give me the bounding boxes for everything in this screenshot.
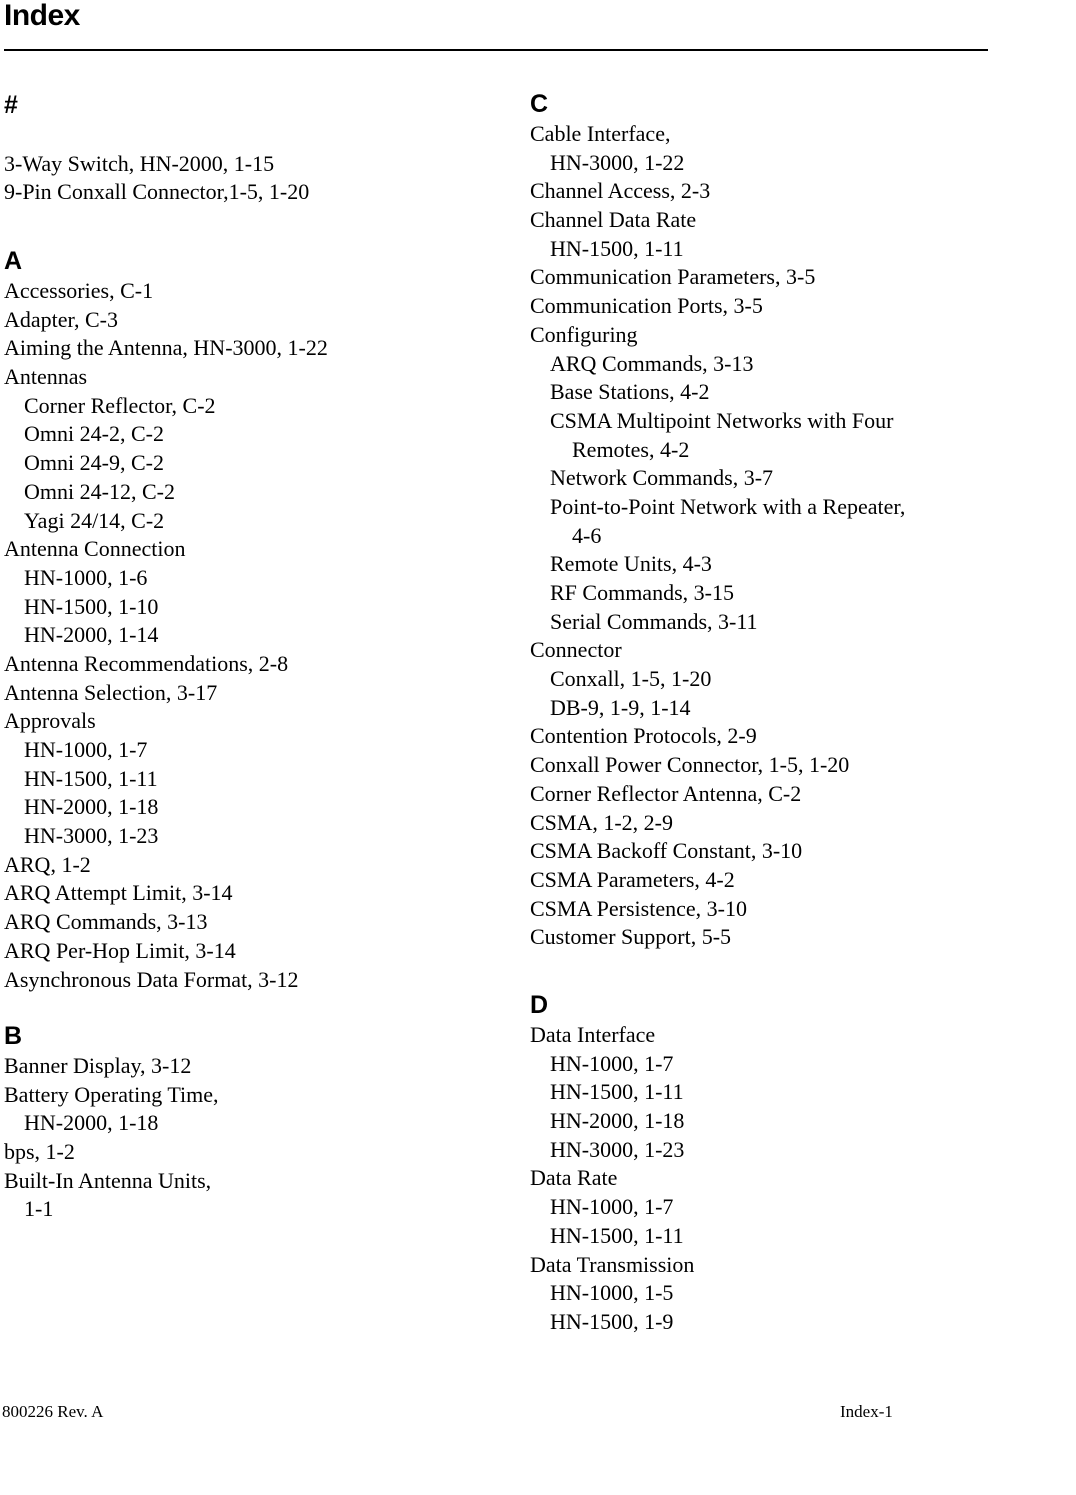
footer-doc-number: 800226 Rev. A xyxy=(2,1402,104,1421)
index-entry: 3-Way Switch, HN-2000, 1-15 xyxy=(4,150,275,176)
entry-list xyxy=(4,121,494,207)
index-entry: ARQ, 1-2 xyxy=(4,851,91,877)
index-entry: ARQ Commands, 3-13 xyxy=(4,909,208,935)
section-heading: B xyxy=(4,1022,23,1050)
index-subentry: HN-2000, 1-18 xyxy=(550,1108,685,1134)
index-entry: ARQ Per-Hop Limit, 3-14 xyxy=(4,937,236,963)
index-entry: Communication Ports, 3-5 xyxy=(530,293,763,319)
index-subentry: HN-2000, 1-14 xyxy=(24,622,159,648)
index-subentry: Serial Commands, 3-11 xyxy=(550,608,758,634)
index-entry: CSMA, 1-2, 2-9 xyxy=(530,809,674,835)
index-subentry: Yagi 24/14, C-2 xyxy=(24,507,165,533)
index-entry: Built-In Antenna Units, xyxy=(4,1167,212,1193)
index-subentry: Corner Reflector, C-2 xyxy=(24,392,216,418)
index-entry: CSMA Backoff Constant, 3-10 xyxy=(530,838,803,864)
index-subentry: Conxall, 1-5, 1-20 xyxy=(550,666,712,692)
index-entry: Antenna Selection, 3-17 xyxy=(4,679,218,705)
index-subentry: HN-1000, 1-7 xyxy=(550,1194,674,1220)
index-entry: CSMA Persistence, 3-10 xyxy=(530,895,747,921)
index-entry: Corner Reflector Antenna, C-2 xyxy=(530,780,802,806)
index-entry: ARQ Attempt Limit, 3-14 xyxy=(4,880,233,906)
index-subentry: Network Commands, 3-7 xyxy=(550,465,774,491)
index-subentry: 4-6 xyxy=(572,522,602,548)
entry-list xyxy=(4,277,494,994)
index-entry: Data Rate xyxy=(530,1165,618,1191)
index-entry: Connector xyxy=(530,637,622,663)
entry-list xyxy=(530,120,1020,952)
section-hash xyxy=(4,89,494,207)
index-entry: Communication Parameters, 3-5 xyxy=(530,264,816,290)
index-subentry: HN-2000, 1-18 xyxy=(24,1110,159,1136)
section-heading: D xyxy=(530,991,549,1019)
page-title: Index xyxy=(4,0,80,32)
index-subentry: HN-1500, 1-11 xyxy=(550,235,684,261)
index-subentry: Point-to-Point Network with a Repeater, xyxy=(550,493,906,519)
index-entry: Antenna Connection xyxy=(4,536,186,562)
index-entry: Accessories, C-1 xyxy=(4,278,154,303)
index-subentry: HN-3000, 1-23 xyxy=(550,1136,685,1162)
index-entry: Customer Support, 5-5 xyxy=(530,924,732,950)
index-entry: Battery Operating Time, xyxy=(4,1081,219,1107)
index-subentry: HN-1000, 1-7 xyxy=(550,1050,674,1076)
title-divider xyxy=(4,49,988,51)
index-subentry: HN-2000, 1-18 xyxy=(24,794,159,820)
index-entry: Configuring xyxy=(530,321,638,347)
index-subentry: Remote Units, 4-3 xyxy=(550,551,712,577)
index-subentry: HN-3000, 1-23 xyxy=(24,823,159,849)
index-entry: bps, 1-2 xyxy=(4,1139,75,1165)
index-entry: Aiming the Antenna, HN-3000, 1-22 xyxy=(4,335,328,361)
index-subentry: Base Stations, 4-2 xyxy=(550,379,710,405)
index-entry: Channel Data Rate xyxy=(530,207,697,233)
section-a xyxy=(4,245,494,994)
index-subentry: Remotes, 4-2 xyxy=(572,436,690,462)
index-entry: Contention Protocols, 2-9 xyxy=(530,723,757,749)
index-entry: Antenna Recommendations, 2-8 xyxy=(4,650,289,676)
index-subentry: HN-1000, 1-7 xyxy=(24,737,148,762)
index-subentry: HN-1500, 1-11 xyxy=(550,1222,684,1248)
index-subentry: 1-1 xyxy=(24,1196,54,1222)
index-entry: Channel Access, 2-3 xyxy=(530,178,711,204)
index-entry: Data Transmission xyxy=(530,1251,695,1277)
index-entry: 9-Pin Conxall Connector,1-5, 1-20 xyxy=(4,179,310,205)
index-subentry: Omni 24-2, C-2 xyxy=(24,421,164,447)
section-heading: A xyxy=(4,247,23,275)
index-subentry: HN-1500, 1-10 xyxy=(24,593,159,619)
index-subentry: DB-9, 1-9, 1-14 xyxy=(550,694,691,720)
index-entry: CSMA Parameters, 4-2 xyxy=(530,866,735,892)
index-entry: Approvals xyxy=(4,708,96,734)
footer-page-number: Index-1 xyxy=(840,1402,893,1421)
index-entry xyxy=(4,121,494,150)
entry-list xyxy=(4,1052,494,1224)
index-subentry: HN-1500, 1-9 xyxy=(550,1308,674,1334)
index-subentry: HN-3000, 1-22 xyxy=(550,149,685,175)
index-subentry: CSMA Multipoint Networks with Four xyxy=(550,407,894,433)
index-entry: Conxall Power Connector, 1-5, 1-20 xyxy=(530,752,850,778)
entry-list xyxy=(530,1021,1020,1337)
section-heading: # xyxy=(4,91,18,119)
section-heading: C xyxy=(530,90,549,118)
section-c xyxy=(530,88,1020,952)
index-subentry: ARQ Commands, 3-13 xyxy=(550,350,754,376)
index-subentry: Omni 24-9, C-2 xyxy=(24,450,164,476)
index-entry: Asynchronous Data Format, 3-12 xyxy=(4,966,299,992)
index-subentry: HN-1000, 1-6 xyxy=(24,564,148,590)
index-subentry: Omni 24-12, C-2 xyxy=(24,478,175,504)
index-entry: Adapter, C-3 xyxy=(4,306,118,332)
index-entry: Data Interface xyxy=(530,1022,656,1047)
index-subentry: RF Commands, 3-15 xyxy=(550,580,734,605)
index-subentry: HN-1500, 1-11 xyxy=(550,1079,684,1105)
index-entry: Cable Interface, xyxy=(530,121,671,146)
index-entry: Banner Display, 3-12 xyxy=(4,1053,192,1078)
index-subentry: HN-1500, 1-11 xyxy=(24,765,158,791)
index-entry: Antennas xyxy=(4,364,88,390)
index-subentry: HN-1000, 1-5 xyxy=(550,1280,674,1306)
section-d xyxy=(530,989,1020,1337)
section-b xyxy=(4,1020,494,1224)
